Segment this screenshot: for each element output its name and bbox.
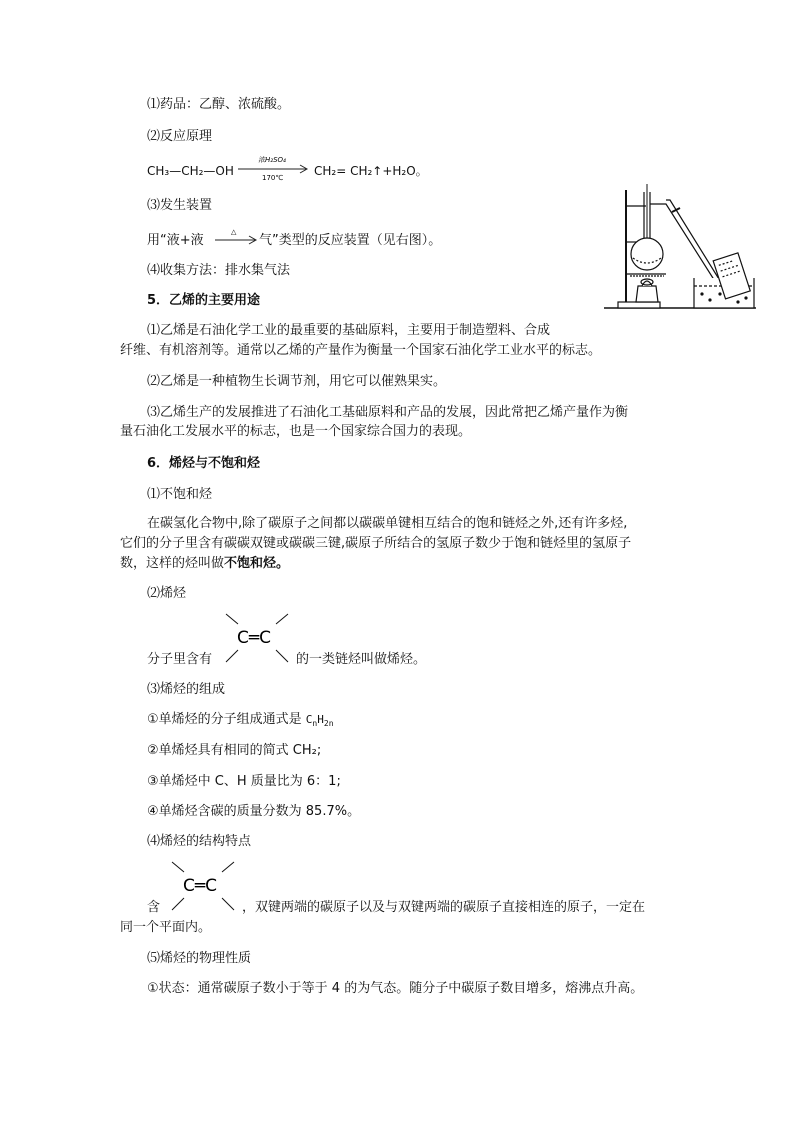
unsat-title: ⑴不饱和烃 — [147, 487, 213, 502]
alkene-title: ⑵烯烃 — [147, 586, 187, 601]
structure-pre: 含 — [147, 900, 161, 915]
use-1-line1: ⑴乙烯是石油化学工业的最重要的基础原料，主要用于制造塑料、合成 — [147, 323, 551, 338]
physical-title: ⑸烯烃的物理性质 — [147, 951, 252, 966]
apparatus-illustration — [600, 182, 760, 314]
use-1-line2: 纤维、有机溶剂等。通常以乙烯的产量作为衡量一个国家石油化学工业水平的标志。 — [120, 343, 602, 358]
physical-1: ①状态：通常碳原子数小于等于 4 的为气态。随分子中碳原子数目增多，熔沸点升高。 — [147, 981, 644, 996]
cc-label-2: C═C — [183, 876, 217, 896]
composition-1-text: ①单烯烃的分子组成通式是 — [147, 712, 306, 727]
composition-1 — [147, 711, 334, 733]
use-2: ⑵乙烯是一种植物生长调节剂，用它可以催熟果实。 — [147, 374, 447, 389]
section-5-title: 5．乙烯的主要用途 — [147, 293, 261, 308]
composition-2: ②单烯烃具有相同的简式 CH₂; — [147, 743, 322, 758]
unsat-line3-pre: 数，这样的烃叫做 — [120, 556, 225, 571]
heat-arrow — [213, 226, 259, 248]
cc-label-1: C═C — [237, 628, 271, 648]
eq-right: CH₂= CH₂↑+H₂O。 — [314, 164, 428, 178]
collect-method: ⑷收集方法：排水集气法 — [147, 263, 291, 278]
alkene-post: 的一类链烃叫做烯烃。 — [296, 652, 427, 667]
drugs-text: ⑴药品：乙醇、浓硫酸。 — [147, 97, 291, 112]
unsat-definition: 不饱和烃。 — [224, 556, 290, 571]
device-text-pre: 用“液+液 — [147, 233, 204, 248]
device-title: ⑶发生装置 — [147, 198, 213, 213]
principle-title: ⑵反应原理 — [147, 129, 213, 144]
composition-4: ④单烯烃含碳的质量分数为 85.7%。 — [147, 804, 361, 819]
unsat-line1: 在碳氢化合物中,除了碳原子之间都以碳碳单键相互结合的饱和链烃之外,还有许多烃, — [147, 516, 628, 531]
structure-line2: 同一个平面内。 — [120, 920, 212, 935]
unsat-line2: 它们的分子里含有碳碳双键或碳碳三键,碳原子所结合的氢原子数少于饱和链烃里的氢原子 — [120, 536, 632, 551]
device-text-post: 气”类型的反应装置（见右图）。 — [259, 233, 442, 248]
composition-title: ⑶烯烃的组成 — [147, 682, 226, 697]
structure-post: ，双键两端的碳原子以及与双键两端的碳原子直接相连的原子，一定在 — [242, 900, 646, 915]
eq-cond-top: 浓H₂SO₄ — [258, 156, 286, 164]
double-bond-structure-1 — [224, 612, 294, 664]
heat-symbol: △ — [231, 228, 237, 236]
composition-3: ③单烯烃中 C、H 质量比为 6：1; — [147, 774, 341, 789]
use-3-line2: 量石油化工发展水平的标志，也是一个国家综合国力的表现。 — [120, 424, 472, 439]
section-6-title: 6．烯烃与不饱和烃 — [147, 456, 261, 471]
double-bond-structure-2 — [168, 860, 240, 912]
reaction-arrow — [236, 154, 312, 184]
structure-title: ⑷烯烃的结构特点 — [147, 834, 252, 849]
eq-cond-bottom: 170℃ — [262, 174, 284, 182]
unsat-line3 — [120, 555, 289, 573]
use-3-line1: ⑶乙烯生产的发展推进了石油化工基础原料和产品的发展，因此常把乙烯产量作为衡 — [147, 405, 629, 420]
alkene-pre: 分子里含有 — [147, 652, 213, 667]
general-formula: $C_nH_{2n}$ — [305, 713, 334, 729]
eq-left: CH₃—CH₂—OH — [147, 164, 234, 178]
